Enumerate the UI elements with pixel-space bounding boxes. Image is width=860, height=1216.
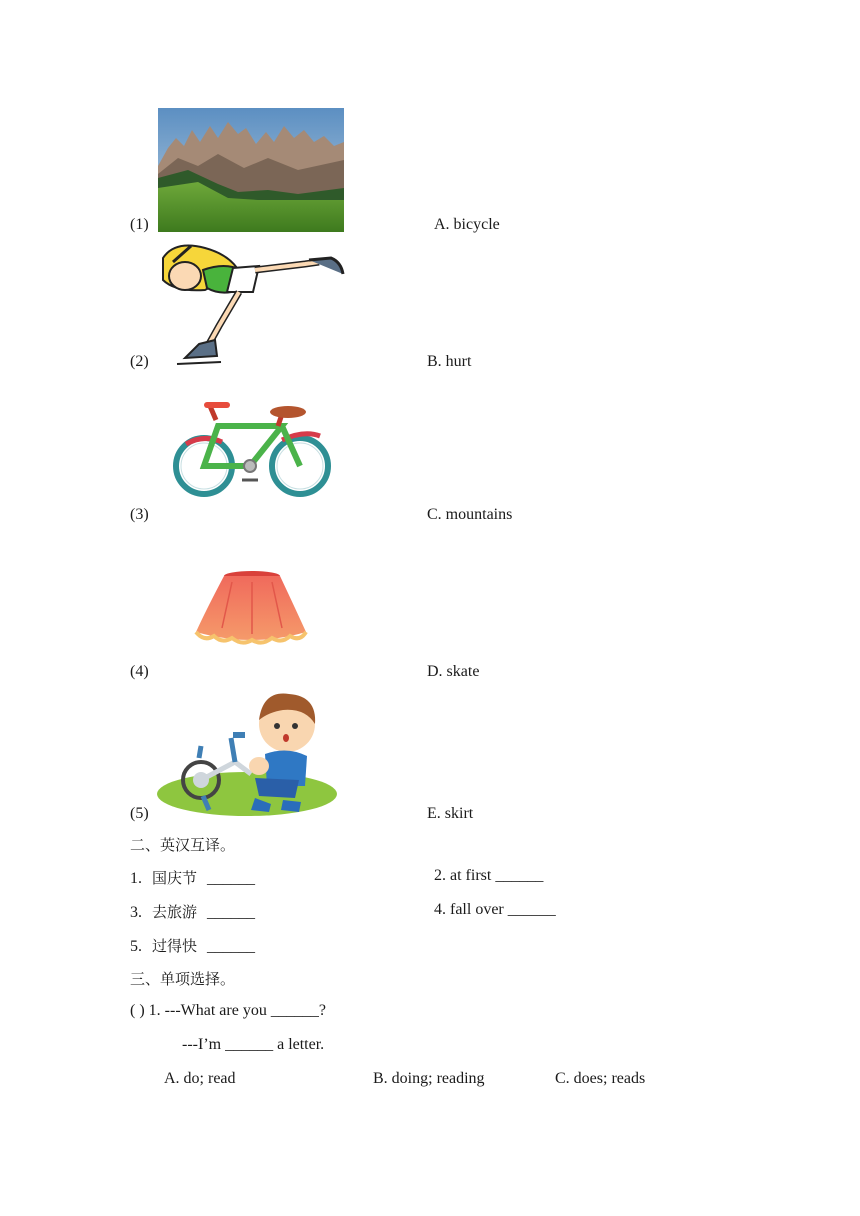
option-c: C. mountains <box>427 506 513 523</box>
item-number: (2) <box>130 353 149 370</box>
hurt-boy-image <box>155 688 337 820</box>
question-4 <box>434 901 556 919</box>
question-2 <box>434 867 543 885</box>
question-number: 1. <box>130 870 142 887</box>
option-a: A. bicycle <box>434 216 500 233</box>
skater-image <box>155 240 347 370</box>
answer-blank[interactable]: ______ <box>495 867 544 884</box>
skirt-image <box>192 570 310 646</box>
question-text: 去旅游 <box>152 903 198 921</box>
mountains-image <box>158 108 344 232</box>
option-d: D. skate <box>427 663 480 680</box>
answer-blank[interactable]: ______ <box>207 870 256 887</box>
section-title: 三、单项选择。 <box>130 970 236 988</box>
question-number: 4. <box>434 901 446 918</box>
question-number: 5. <box>130 938 142 955</box>
option-b[interactable]: B. doing; reading <box>373 1070 485 1087</box>
question-3 <box>130 901 255 922</box>
option-c[interactable]: C. does; reads <box>555 1070 646 1087</box>
question-1 <box>130 867 255 888</box>
item-number: (5) <box>130 805 149 822</box>
answer-blank[interactable]: ______ <box>507 901 556 918</box>
question-reply-line: ---I’m ______ a letter. <box>182 1036 325 1053</box>
question-5 <box>130 935 255 956</box>
mc-question-1 <box>130 1002 326 1020</box>
question-number: 2. <box>434 867 446 884</box>
item-number: (4) <box>130 663 149 680</box>
question-text: 国庆节 <box>152 869 198 887</box>
option-e: E. skirt <box>427 805 474 822</box>
answer-blank[interactable]: ______ <box>207 904 256 921</box>
section-title: 二、英汉互译。 <box>130 836 236 854</box>
answer-bracket[interactable]: ( ) <box>130 1002 145 1019</box>
answer-blank[interactable]: ______ <box>207 938 256 955</box>
option-a[interactable]: A. do; read <box>164 1070 236 1087</box>
question-text: fall over <box>450 901 504 918</box>
question-line: 1. ---What are you ______? <box>148 1002 326 1019</box>
bicycle-image <box>170 400 334 502</box>
question-text: 过得快 <box>152 937 198 955</box>
question-number: 3. <box>130 904 142 921</box>
item-number: (1) <box>130 216 149 233</box>
item-number: (3) <box>130 506 149 523</box>
question-text: at first <box>450 867 492 884</box>
option-b: B. hurt <box>427 353 472 370</box>
